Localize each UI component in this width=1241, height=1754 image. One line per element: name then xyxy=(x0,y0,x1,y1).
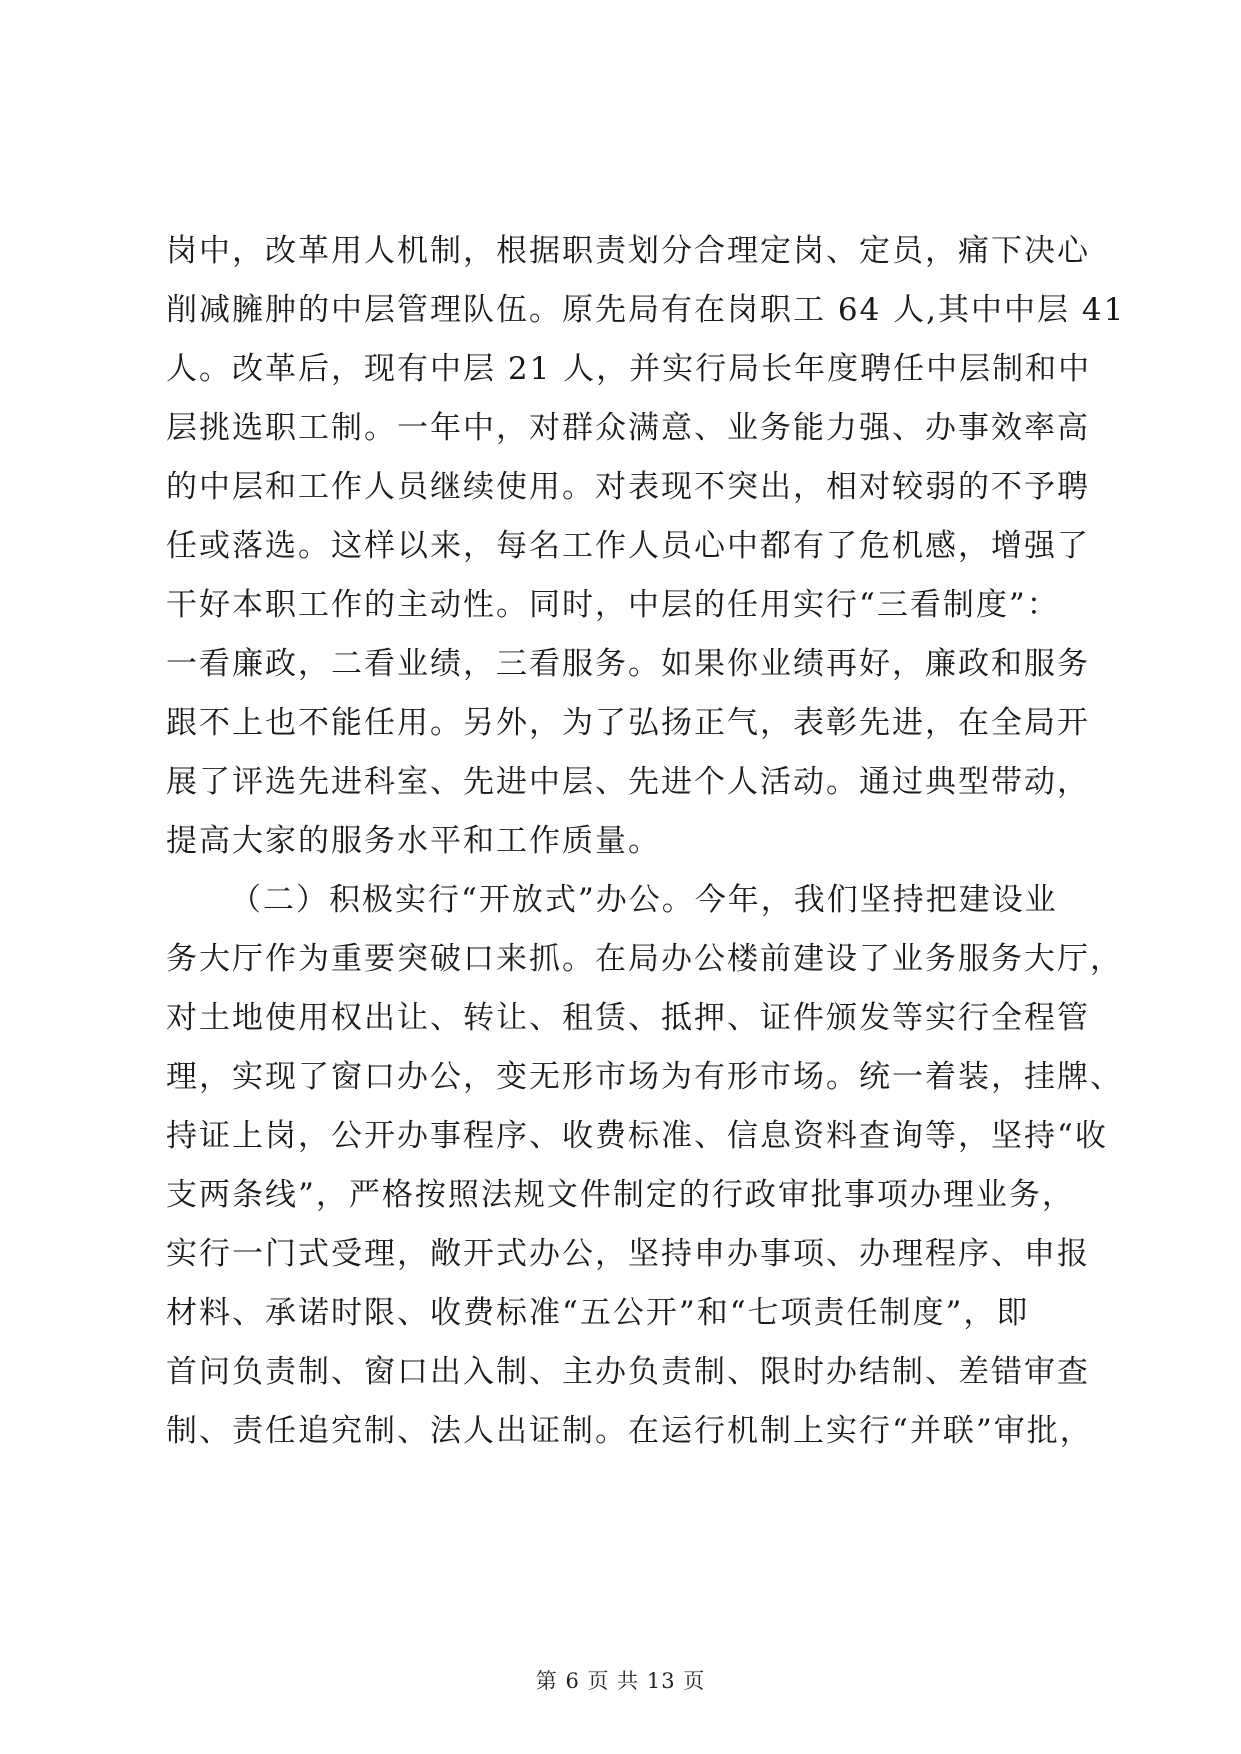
body-text-line: 岗中，改革用人机制，根据职责划分合理定岗、定员，痛下决心 xyxy=(166,233,1090,269)
body-text-line: 展了评选先进科室、先进中层、先进个人活动。通过典型带动， xyxy=(166,764,1090,800)
body-text-line: 削减臃肿的中层管理队伍。原先局有在岗职工 64 人,其中中层 41 xyxy=(166,292,1126,328)
body-text-line: 实行一门式受理，敞开式办公，坚持申办事项、办理程序、申报 xyxy=(166,1236,1090,1272)
page-number-footer: 第 6 页 共 13 页 xyxy=(535,1669,706,1693)
body-text-line: 跟不上也不能任用。另外，为了弘扬正气，表彰先进，在全局开 xyxy=(166,705,1090,741)
section-heading-line: （二）积极实行“开放式”办公。今年，我们坚持把建设业 xyxy=(230,882,1058,918)
body-text-line: 任或落选。这样以来，每名工作人员心中都有了危机感，增强了 xyxy=(166,528,1090,564)
body-text-line: 支两条线”，严格按照法规文件制定的行政审批事项办理业务， xyxy=(166,1177,1075,1213)
body-text-line: 的中层和工作人员继续使用。对表现不突出，相对较弱的不予聘 xyxy=(166,469,1090,505)
body-text-line: 人。改革后，现有中层 21 人，并实行局长年度聘任中层制和中 xyxy=(166,351,1092,387)
body-text-line: 务大厅作为重要突破口来抓。在局办公楼前建设了业务服务大厅， xyxy=(166,941,1123,977)
body-text-line: 理，实现了窗口办公，变无形市场为有形市场。统一着装，挂牌、 xyxy=(166,1059,1123,1095)
body-text-line: 首问负责制、窗口出入制、主办负责制、限时办结制、差错审查 xyxy=(166,1354,1090,1390)
body-text-line: 提高大家的服务水平和工作质量。 xyxy=(166,823,661,859)
body-text-line: 干好本职工作的主动性。同时，中层的任用实行“三看制度”： xyxy=(166,587,1060,623)
body-text-line: 对土地使用权出让、转让、租赁、抵押、证件颁发等实行全程管 xyxy=(166,1000,1090,1036)
body-text-line: 一看廉政，二看业绩，三看服务。如果你业绩再好，廉政和服务 xyxy=(166,646,1090,682)
body-text-line: 制、责任追究制、法人出证制。在运行机制上实行“并联”审批， xyxy=(166,1413,1093,1449)
body-text-line: 材料、承诺时限、收费标准“五公开”和“七项责任制度”，即 xyxy=(166,1295,1030,1331)
body-text-line: 持证上岗，公开办事程序、收费标准、信息资料查询等，坚持“收 xyxy=(166,1118,1108,1154)
body-text-line: 层挑选职工制。一年中，对群众满意、业务能力强、办事效率高 xyxy=(166,410,1090,446)
